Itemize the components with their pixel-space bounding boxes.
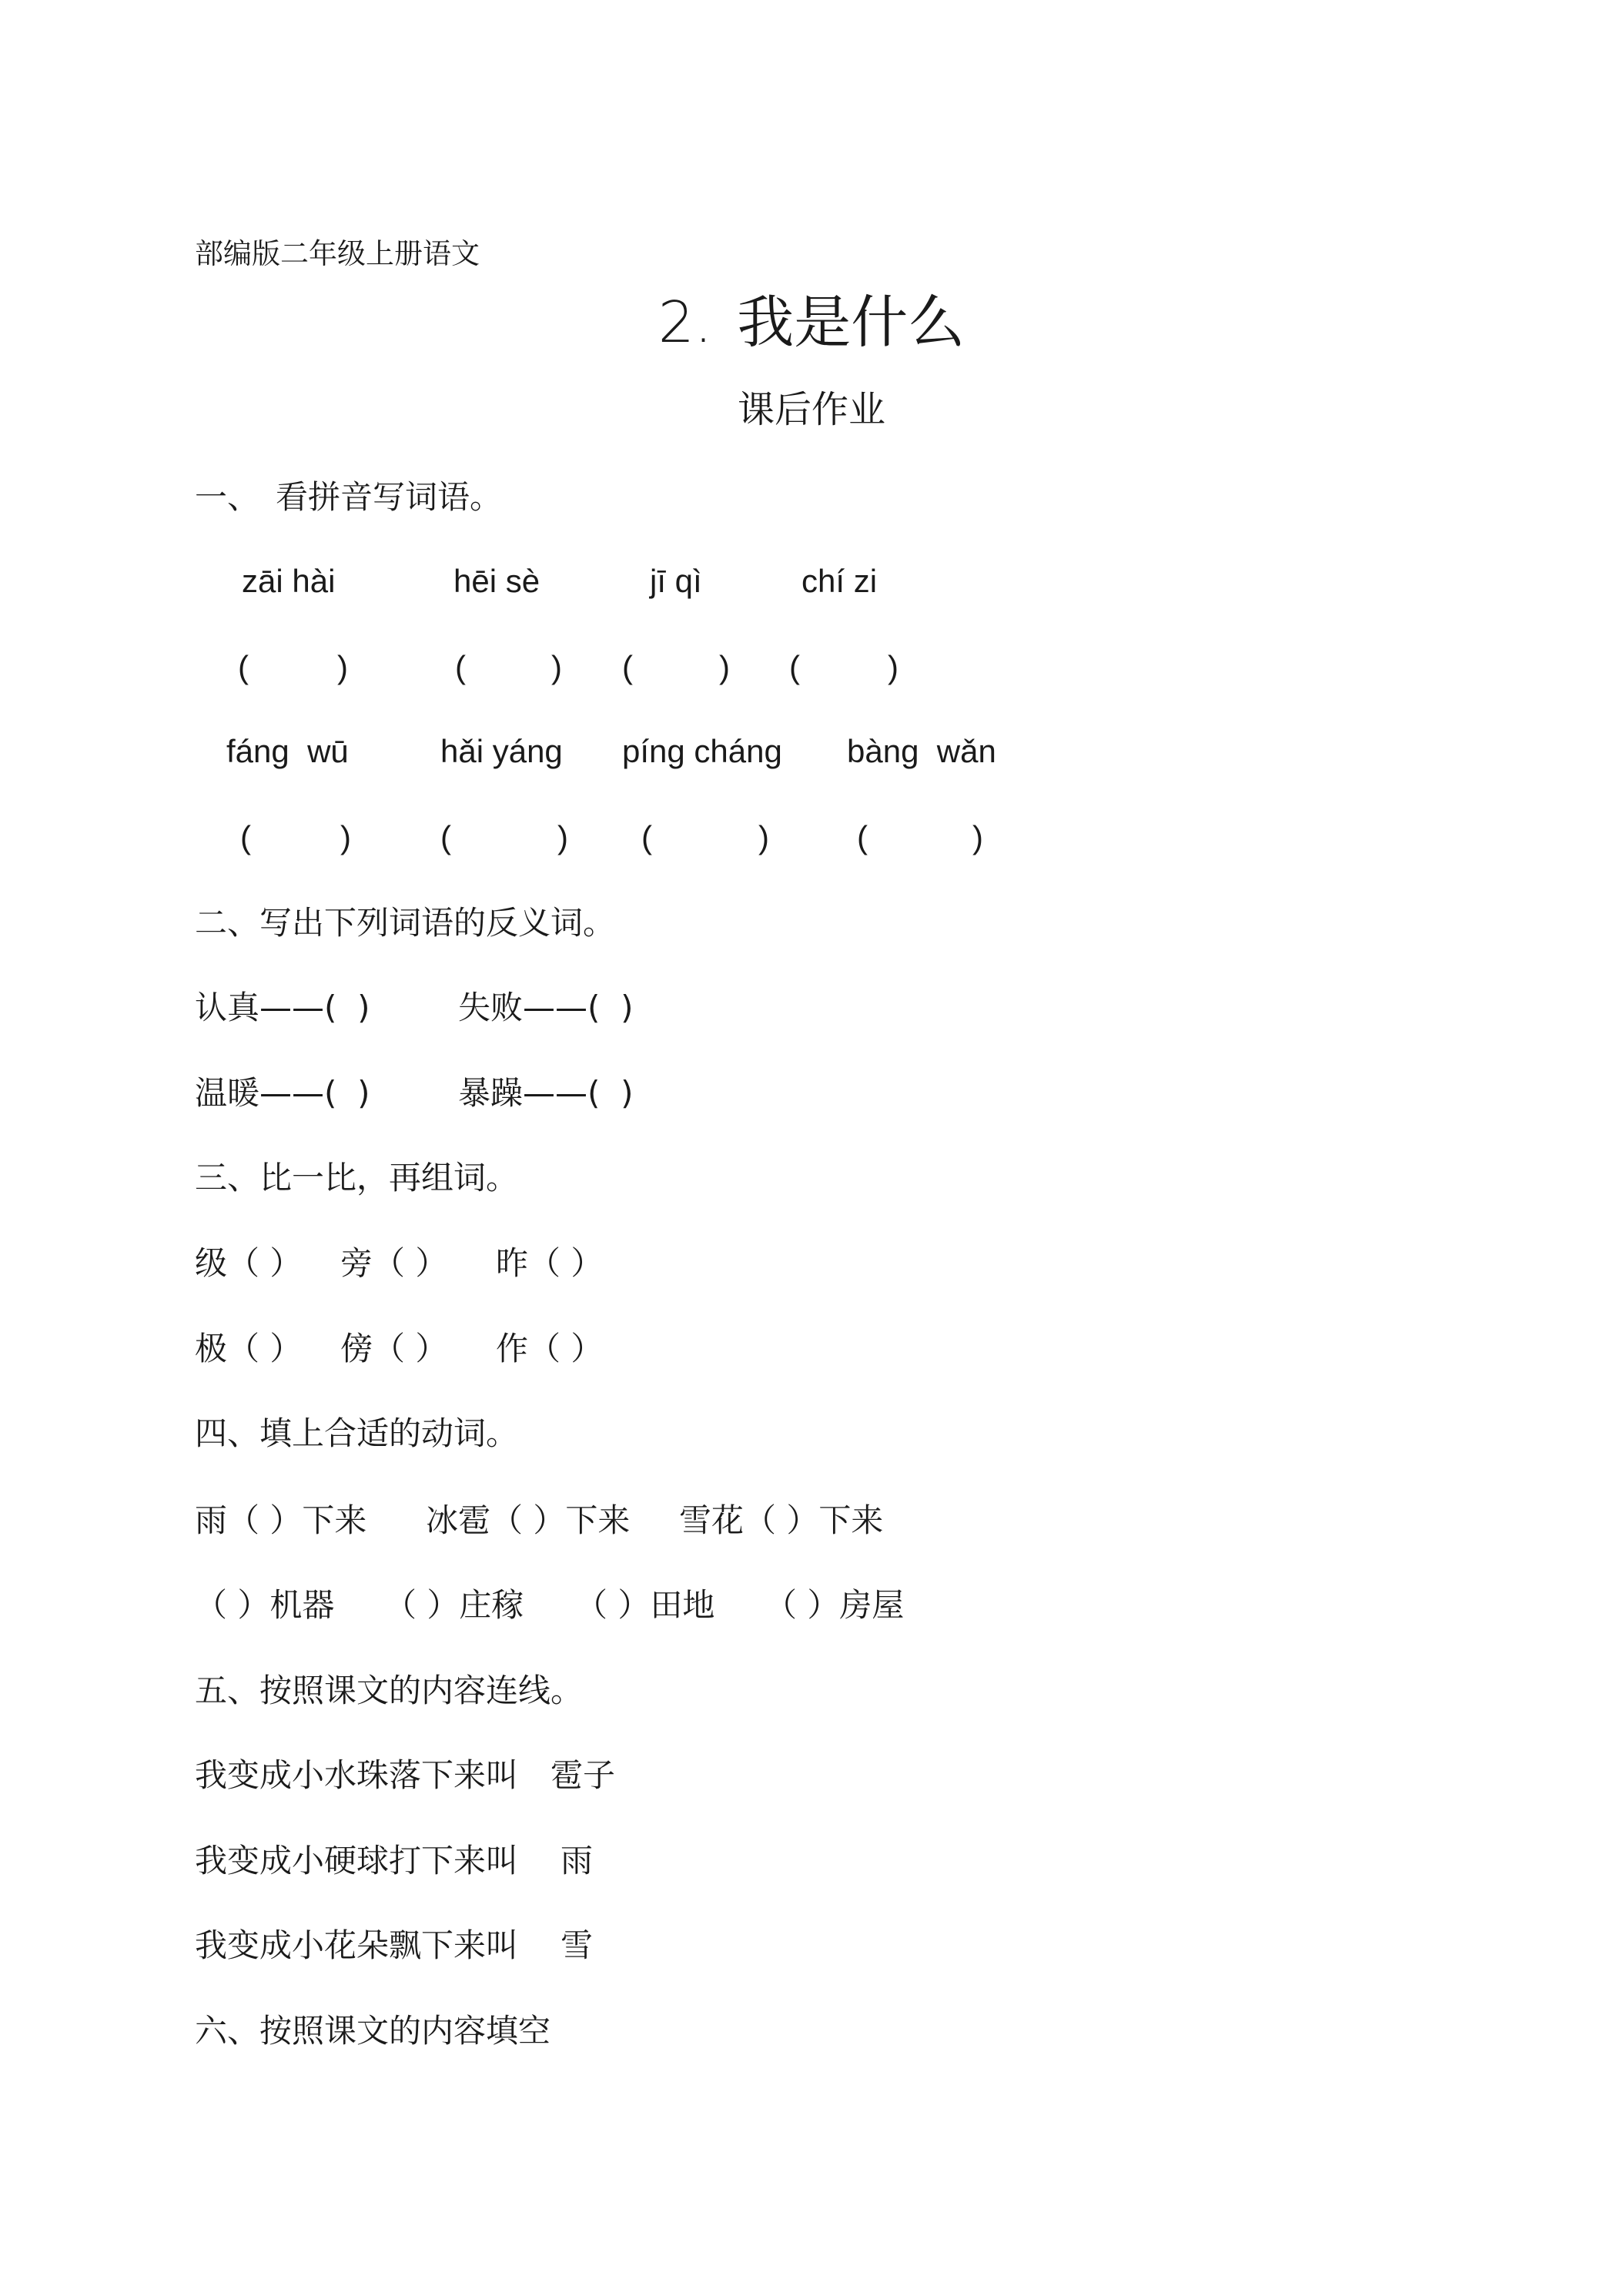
word-group-item: 极（ ） [195,1330,303,1367]
q1-heading: 看拼音写词语。 [276,478,503,516]
antonym-item: 认真——( ) [195,989,370,1026]
pinyin-item: píng cháng [622,733,782,769]
blank-open-paren: ( [440,819,451,855]
textbook-label: 部编版二年级上册语文 [195,237,480,270]
verb-fill-item: 雪花（ ）下来 [679,1501,884,1539]
blank-close-paren: ) [340,819,351,855]
blank-close-paren: ) [337,649,348,685]
verb-fill-item: （ ）机器 [195,1586,335,1624]
blank-close-paren: ) [557,819,568,855]
match-left-item: 我变成小水珠落下来叫 [195,1756,519,1794]
blank-open-paren: ( [641,819,652,855]
match-left-item: 我变成小硬球打下来叫 [195,1842,519,1879]
antonym-item: 失败——( ) [458,989,634,1026]
verb-fill-item: 雨（ ）下来 [195,1501,367,1539]
lesson-number: 2. [658,290,713,356]
blank-open-paren: ( [622,649,633,685]
blank-close-paren: ) [972,819,983,855]
page-title [0,288,1623,357]
match-right-item: 雪 [561,1926,594,1964]
pinyin-item: hēi sè [453,563,540,599]
pinyin-item: chí zi [801,563,878,599]
q6-heading: 六、按照课文的内容填空 [195,2012,551,2050]
pinyin-item: bàng wǎn [847,733,996,769]
verb-fill-item: （ ）庄稼 [384,1586,524,1624]
verb-fill-item: （ ）田地 [575,1586,715,1624]
blank-open-paren: ( [238,649,249,685]
word-group-item: 作（ ） [496,1330,604,1367]
word-group-item: 傍（ ） [340,1330,448,1367]
q4-heading: 四、填上合适的动词。 [195,1414,519,1452]
blank-open-paren: ( [789,649,800,685]
pinyin-item: zāi hài [242,563,336,599]
pinyin-item: jī qì [650,563,702,599]
q1-number: 一、 [195,478,260,516]
word-group-item: 旁（ ） [340,1244,448,1282]
antonym-item: 温暖——( ) [195,1074,370,1112]
word-group-item: 昨（ ） [496,1244,604,1282]
q2-heading: 二、写出下列词语的反义词。 [195,904,616,942]
match-right-item: 雹子 [550,1756,616,1794]
word-group-item: 级（ ） [195,1244,303,1282]
q3-heading: 三、比一比，再组词。 [195,1159,519,1197]
verb-fill-item: （ ）房屋 [765,1586,905,1624]
page-subtitle: 课后作业 [737,388,885,431]
blank-close-paren: ) [758,819,769,855]
pinyin-item: fáng wū [226,733,349,769]
pinyin-item: hǎi yáng [440,733,563,769]
match-right-item: 雨 [561,1842,594,1879]
antonym-item: 暴躁——( ) [458,1074,634,1112]
match-left-item: 我变成小花朵飘下来叫 [195,1926,519,1964]
blank-open-paren: ( [857,819,868,855]
blank-open-paren: ( [240,819,251,855]
blank-close-paren: ) [888,649,899,685]
blank-close-paren: ) [551,649,562,685]
blank-open-paren: ( [455,649,466,685]
q5-heading: 五、按照课文的内容连线。 [195,1672,584,1709]
verb-fill-item: 冰雹（ ）下来 [426,1501,631,1539]
blank-close-paren: ) [719,649,730,685]
lesson-title: 我是什么 [737,290,965,356]
